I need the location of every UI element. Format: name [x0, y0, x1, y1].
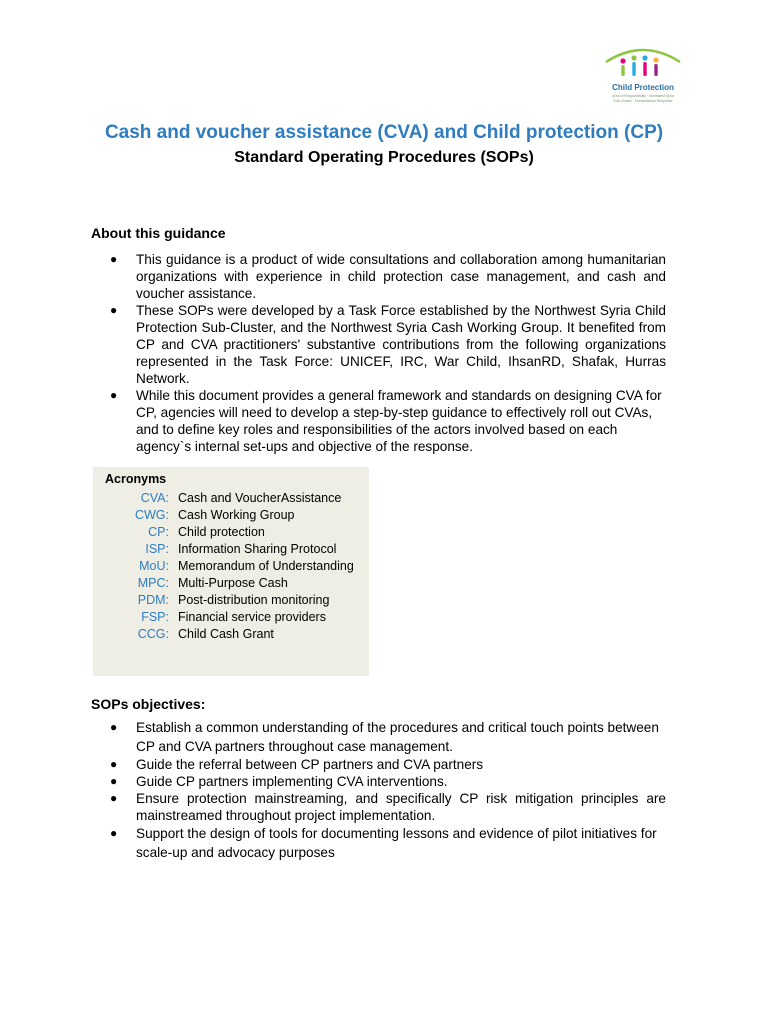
bullet-icon: ●	[110, 388, 118, 402]
sops-heading: SOPs objectives:	[91, 696, 206, 712]
list-item: ● While this document provides a general framework and standards on designing CVA for CP, agencies will need to develop a step-by-step guidance to effectively roll out CVAs, and to define key roles and responsibilities of the actors involved based on each agency`s internal set-ups and objective of the response.	[110, 388, 662, 454]
acronyms-list	[93, 490, 369, 643]
acronym-row: MPC: Multi-Purpose Cash	[137, 576, 288, 590]
acronym-row: MoU: Memorandum of Understanding	[139, 559, 354, 573]
acronyms-box	[93, 467, 369, 676]
logo-subtitle: Area of Responsibility · Northwest Syria Sub-Cluster · Humanitarian Response	[612, 94, 674, 103]
list-item: ● This guidance is a product of wide consultations and collaboration among humanitarian organizations with experience in child protection case management, and cash and voucher assistance.	[110, 252, 666, 301]
acronym-row: FSP: Financial service providers	[141, 610, 326, 624]
bullet-icon: ●	[110, 252, 118, 266]
list-item: ● Guide the referral between CP partners and CVA partners	[110, 757, 484, 772]
list-item: ● Establish a common understanding of the procedures and critical touch points between CP and CVA partners throughout case management.	[110, 720, 659, 754]
bullet-icon: ●	[110, 720, 118, 734]
about-heading: About this guidance	[91, 225, 226, 241]
list-item: ● Ensure protection mainstreaming, and specifically CP risk mitigation principles are mainstreamed throughout project implementation.	[110, 791, 666, 823]
logo-title: Child Protection	[612, 83, 674, 92]
bullet-icon: ●	[110, 826, 118, 840]
child-protection-logo	[598, 44, 688, 108]
list-item: ● These SOPs were developed by a Task Force established by the Northwest Syria Child Protection Sub-Cluster, and the Northwest Syria Cash Working Group. It benefited from CP and CVA practitioners' substantive contributions from the following organizations represented in the Task Force: UNICEF, IRC, War Child, IhsanRD, Shafak, Hurras Network.	[110, 303, 666, 386]
acronym-row: CCG: Child Cash Grant	[137, 627, 274, 641]
bullet-icon: ●	[110, 757, 118, 771]
acronym-row: PDM: Post-distribution monitoring	[137, 593, 330, 607]
bullet-icon: ●	[110, 303, 118, 317]
acronym-row: ISP: Information Sharing Protocol	[145, 542, 337, 556]
list-item: ● Guide CP partners implementing CVA interventions.	[110, 774, 448, 789]
bullet-icon: ●	[110, 774, 118, 788]
logo-figures-icon	[598, 44, 688, 84]
document-title: Cash and voucher assistance (CVA) and Child protection (CP)	[104, 122, 664, 143]
acronyms-heading: Acronyms	[105, 472, 167, 486]
acronym-row: CVA: Cash and VoucherAssistance	[140, 491, 342, 505]
bullet-icon: ●	[110, 791, 118, 805]
sops-list	[110, 718, 666, 862]
list-item: ● Support the design of tools for documenting lessons and evidence of pilot initiatives for scale-up and advocacy purposes	[110, 826, 657, 860]
document-subtitle: Standard Operating Procedures (SOPs)	[234, 149, 534, 166]
acronym-row: CP: Child protection	[148, 525, 265, 539]
about-list	[110, 251, 666, 455]
acronym-row: CWG: Cash Working Group	[134, 508, 295, 522]
